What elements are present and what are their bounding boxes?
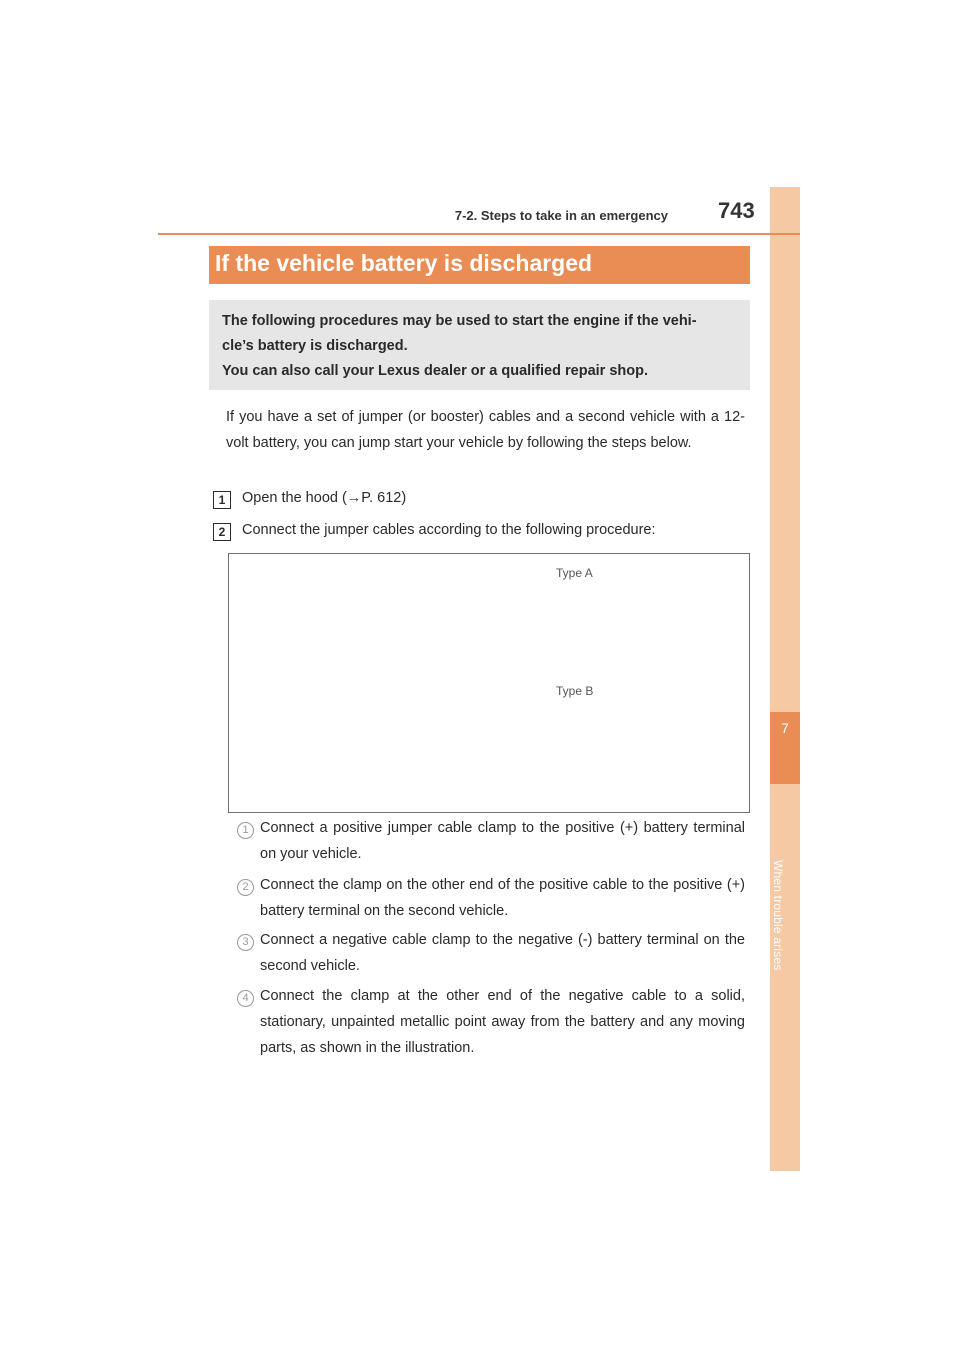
substep-text: Connect a negative cable clamp to the negative (-) battery terminal on the second vehicle. [260,932,745,974]
type-a-label: Type A [556,566,593,580]
step-number-badge: 2 [213,523,231,541]
substep-number: 4 [237,990,254,1007]
intro-line-1: The following procedures may be used to start the engine if the vehi- [222,313,697,329]
header-rule [158,233,800,235]
section-heading: 7-2. Steps to take in an emergency [454,208,668,223]
page-number: 743 [718,198,755,223]
intro-line-3: You can also call your Lexus dealer or a qualified repair shop. [222,363,649,379]
substep-text: Connect the clamp on the other end of the positive cable to the positive (+) battery terminal on the second vehicle. [260,877,745,919]
title-bar [209,246,750,284]
page-title: If the vehicle battery is discharged [215,250,593,276]
step-text: Open the hood (→P. 612) [242,490,407,506]
chapter-number: 7 [781,720,789,736]
chapter-title: When trouble arises [771,860,785,971]
step-text: Connect the jumper cables according to the following procedure: [242,522,656,538]
substep-text: Connect the clamp at the other end of the negative cable to a solid, stationary, unpainted metallic point away from the battery and any moving parts, as shown in the illustration. [260,988,745,1056]
step-number-badge: 1 [213,491,231,509]
substep-number: 2 [237,879,254,896]
substep-number: 3 [237,934,254,951]
illustration-frame [228,553,750,813]
intro-line-2: cle’s battery is discharged. [222,338,408,354]
intro-box [209,300,750,390]
chapter-side-tab [770,187,800,1171]
body-paragraph: If you have a set of jumper (or booster) cables and a second vehicle with a 12-volt battery, you can jump start your vehicle by following the steps below. [226,409,745,451]
substep-text: Connect a positive jumper cable clamp to the positive (+) battery terminal on your vehicle. [260,820,745,862]
substep-number: 1 [237,822,254,839]
type-b-label: Type B [556,684,594,698]
